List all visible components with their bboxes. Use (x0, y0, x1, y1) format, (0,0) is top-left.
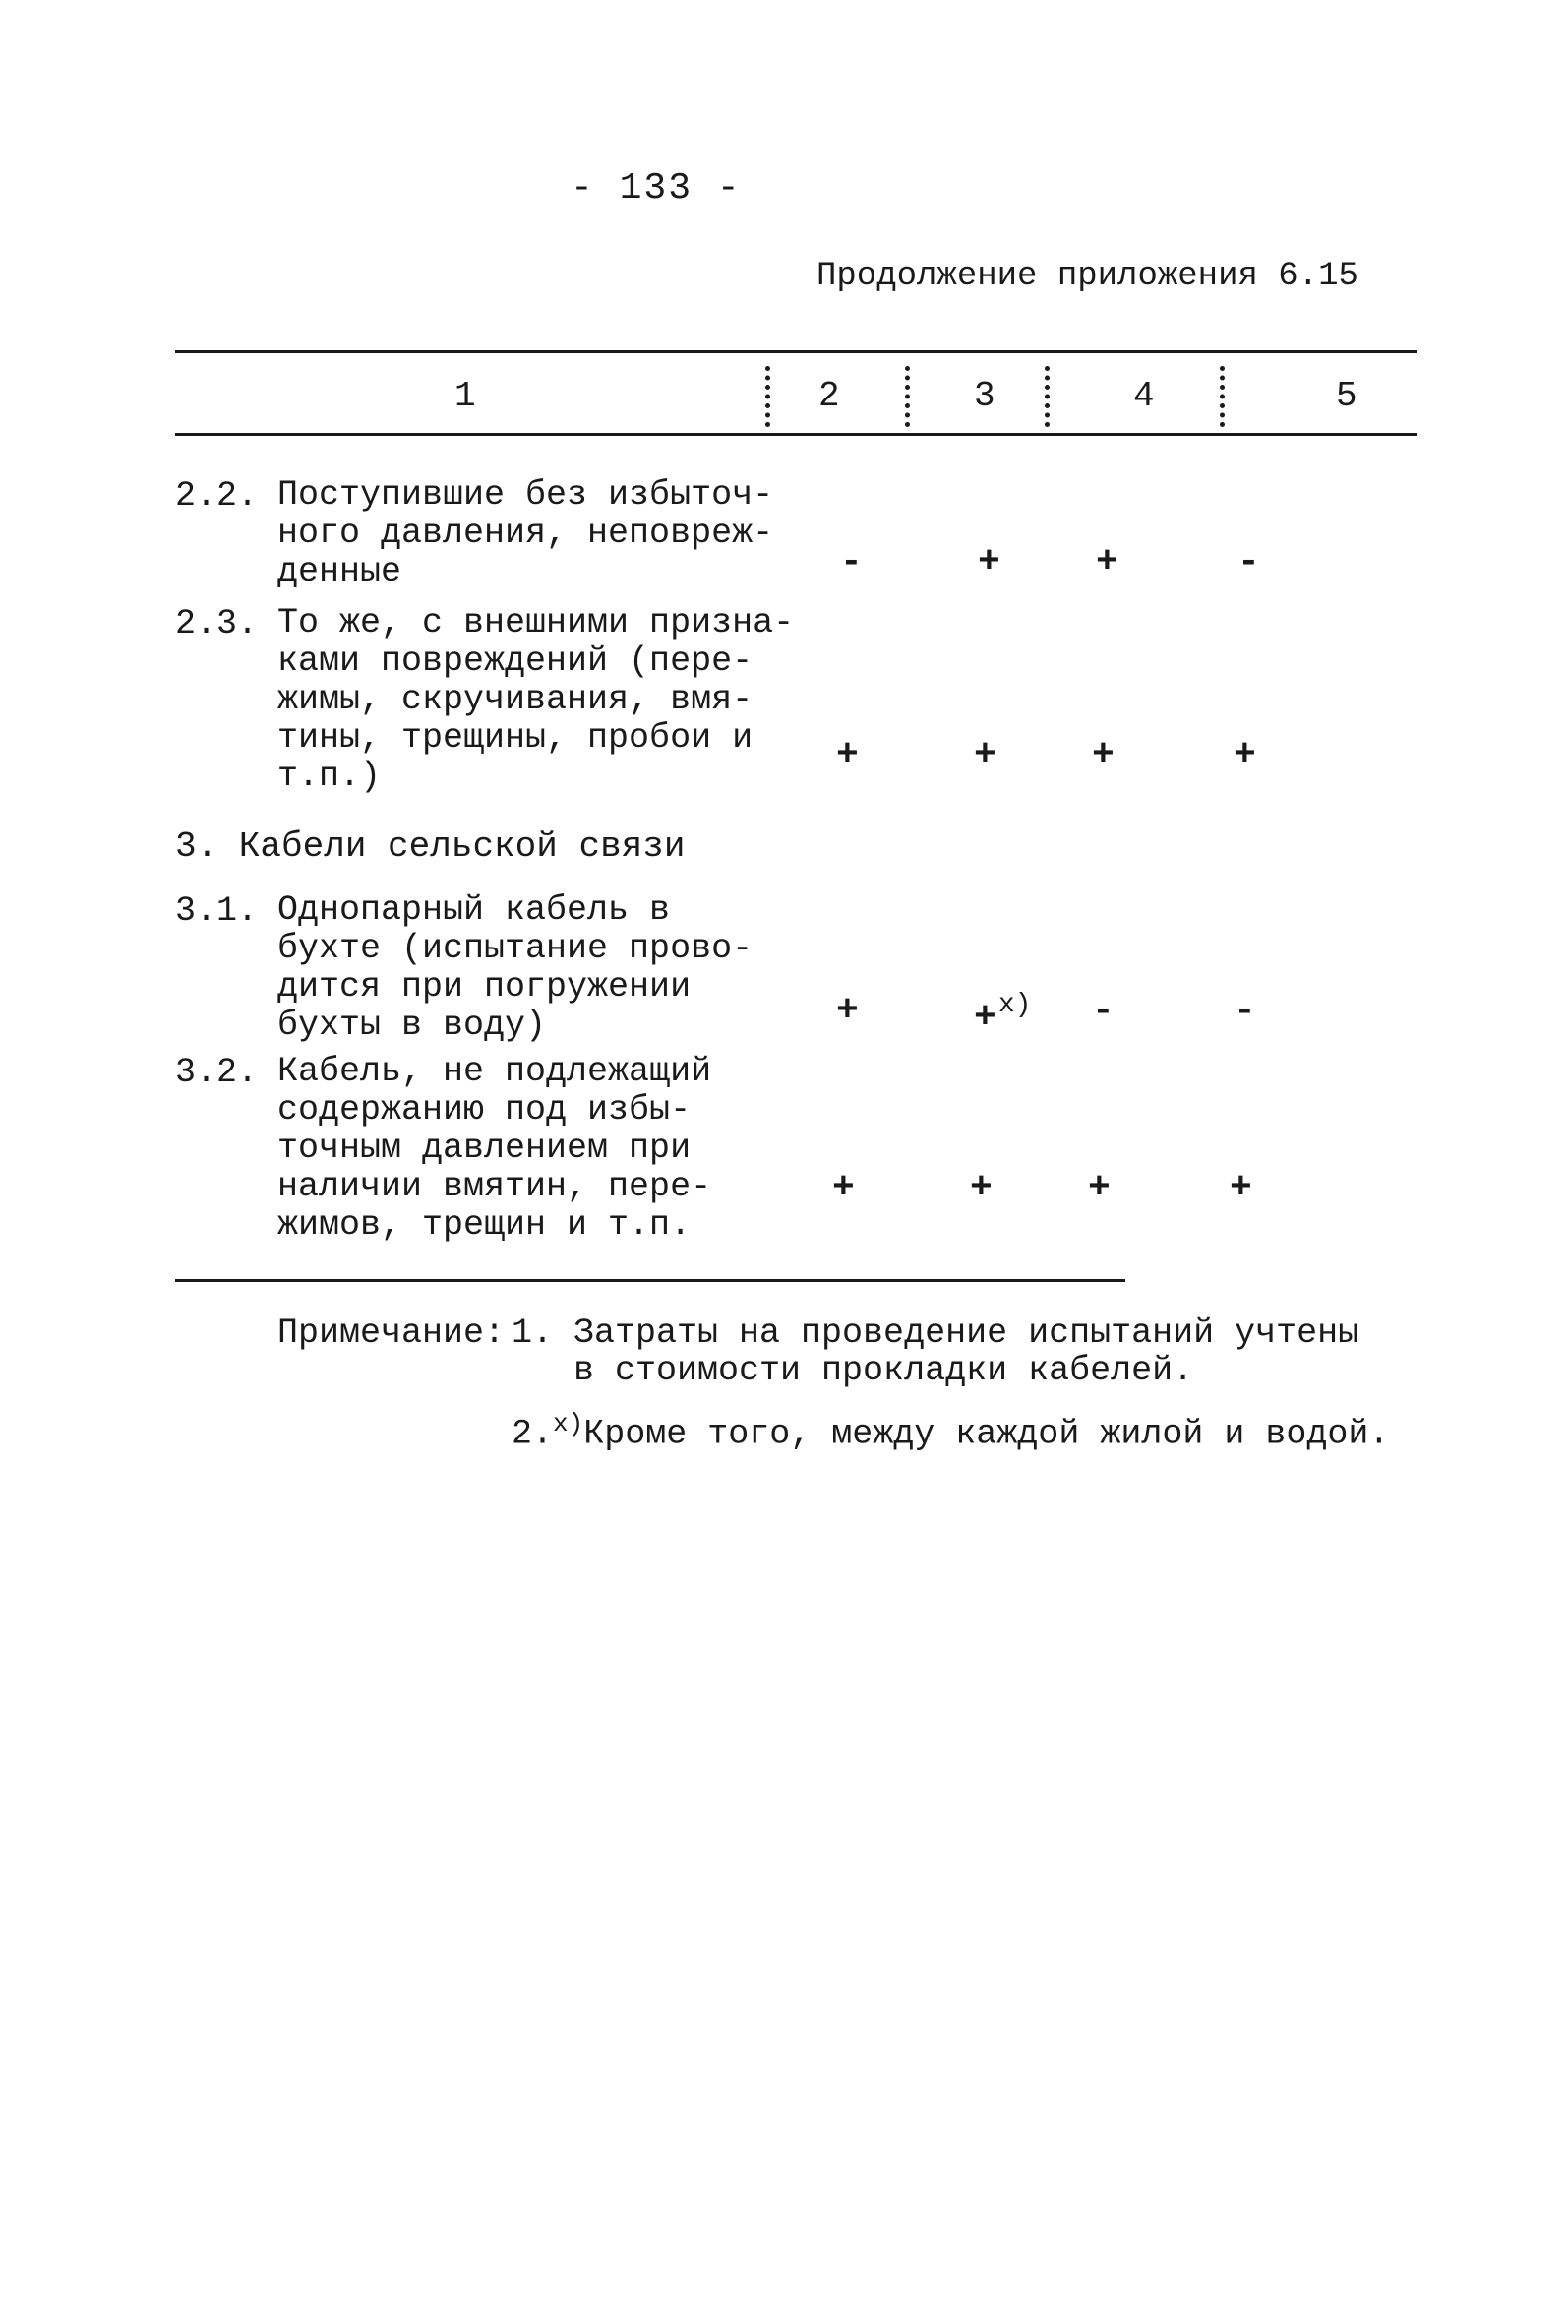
row-description: Кабель, не подлежащий содержанию под избы- точным давлением при наличии вмятин, пере- жимов, трещин и т.п. (277, 1052, 712, 1245)
table-cell-col3 (974, 990, 1031, 1039)
column-header-5: 5 (1336, 376, 1357, 416)
footnote-marker: x) (553, 1409, 584, 1438)
table-cell-col3: + (970, 1167, 993, 1209)
table-cell-col2: + (836, 734, 859, 776)
table-cell-col5: - (1234, 990, 1256, 1032)
table-cell-col2: - (840, 541, 863, 583)
note-2 (512, 1405, 1389, 1453)
column-separator (1045, 366, 1050, 427)
table-cell-col3: + (974, 734, 996, 776)
row-description: То же, с внешними призна- ками повреждений (пере- жимы, скручивания, вмя- тины, трещины, пробои и т.п.) (277, 603, 795, 796)
column-header-3: 3 (974, 376, 995, 416)
table-cell-col5: + (1234, 734, 1256, 776)
page-number: - 133 - (571, 167, 742, 210)
table-header-rule (175, 433, 1417, 436)
row-description: Поступившие без избыточ- ного давления, неповреж- денные (277, 475, 774, 591)
continuation-heading: Продолжение приложения 6.15 (816, 258, 1358, 295)
table-cell-col4: + (1088, 1167, 1111, 1209)
table-cell-col4: + (1092, 734, 1115, 776)
row-number: 2.3. (175, 604, 259, 643)
column-separator (765, 366, 770, 427)
table-cell-col4: + (1096, 541, 1118, 583)
plus-value: + (974, 997, 996, 1039)
row-description: Однопарный кабель в бухте (испытание прово- дится при погружении бухты в воду) (277, 890, 754, 1045)
table-cell-col2: + (832, 1167, 855, 1209)
table-cell-col5: - (1237, 541, 1260, 583)
note-label: Примечание: (277, 1314, 506, 1353)
table-cell-col3: + (978, 541, 1000, 583)
row-number: 3.2. (175, 1053, 259, 1092)
footnote-marker: x) (997, 990, 1032, 1020)
table-cell-col4: - (1092, 990, 1115, 1032)
table-cell-col5: + (1230, 1167, 1252, 1209)
table-cell-col2: + (836, 990, 859, 1032)
note-1: 1. Затраты на проведение испытаний учтены в стоимости прокладки кабелей. (512, 1314, 1359, 1390)
section-heading: 3. Кабели сельской связи (175, 826, 686, 867)
note-2-text: Кроме того, между каждой жилой и водой. (583, 1414, 1390, 1454)
column-header-2: 2 (818, 376, 840, 416)
row-number: 3.1. (175, 891, 259, 931)
column-separator (1220, 366, 1225, 427)
table-bottom-rule (175, 1279, 1125, 1282)
column-header-4: 4 (1133, 376, 1155, 416)
note-2-number: 2. (512, 1414, 554, 1454)
row-number: 2.2. (175, 476, 259, 516)
column-header-1: 1 (454, 376, 476, 416)
table-top-rule (175, 350, 1417, 353)
column-separator (905, 366, 910, 427)
